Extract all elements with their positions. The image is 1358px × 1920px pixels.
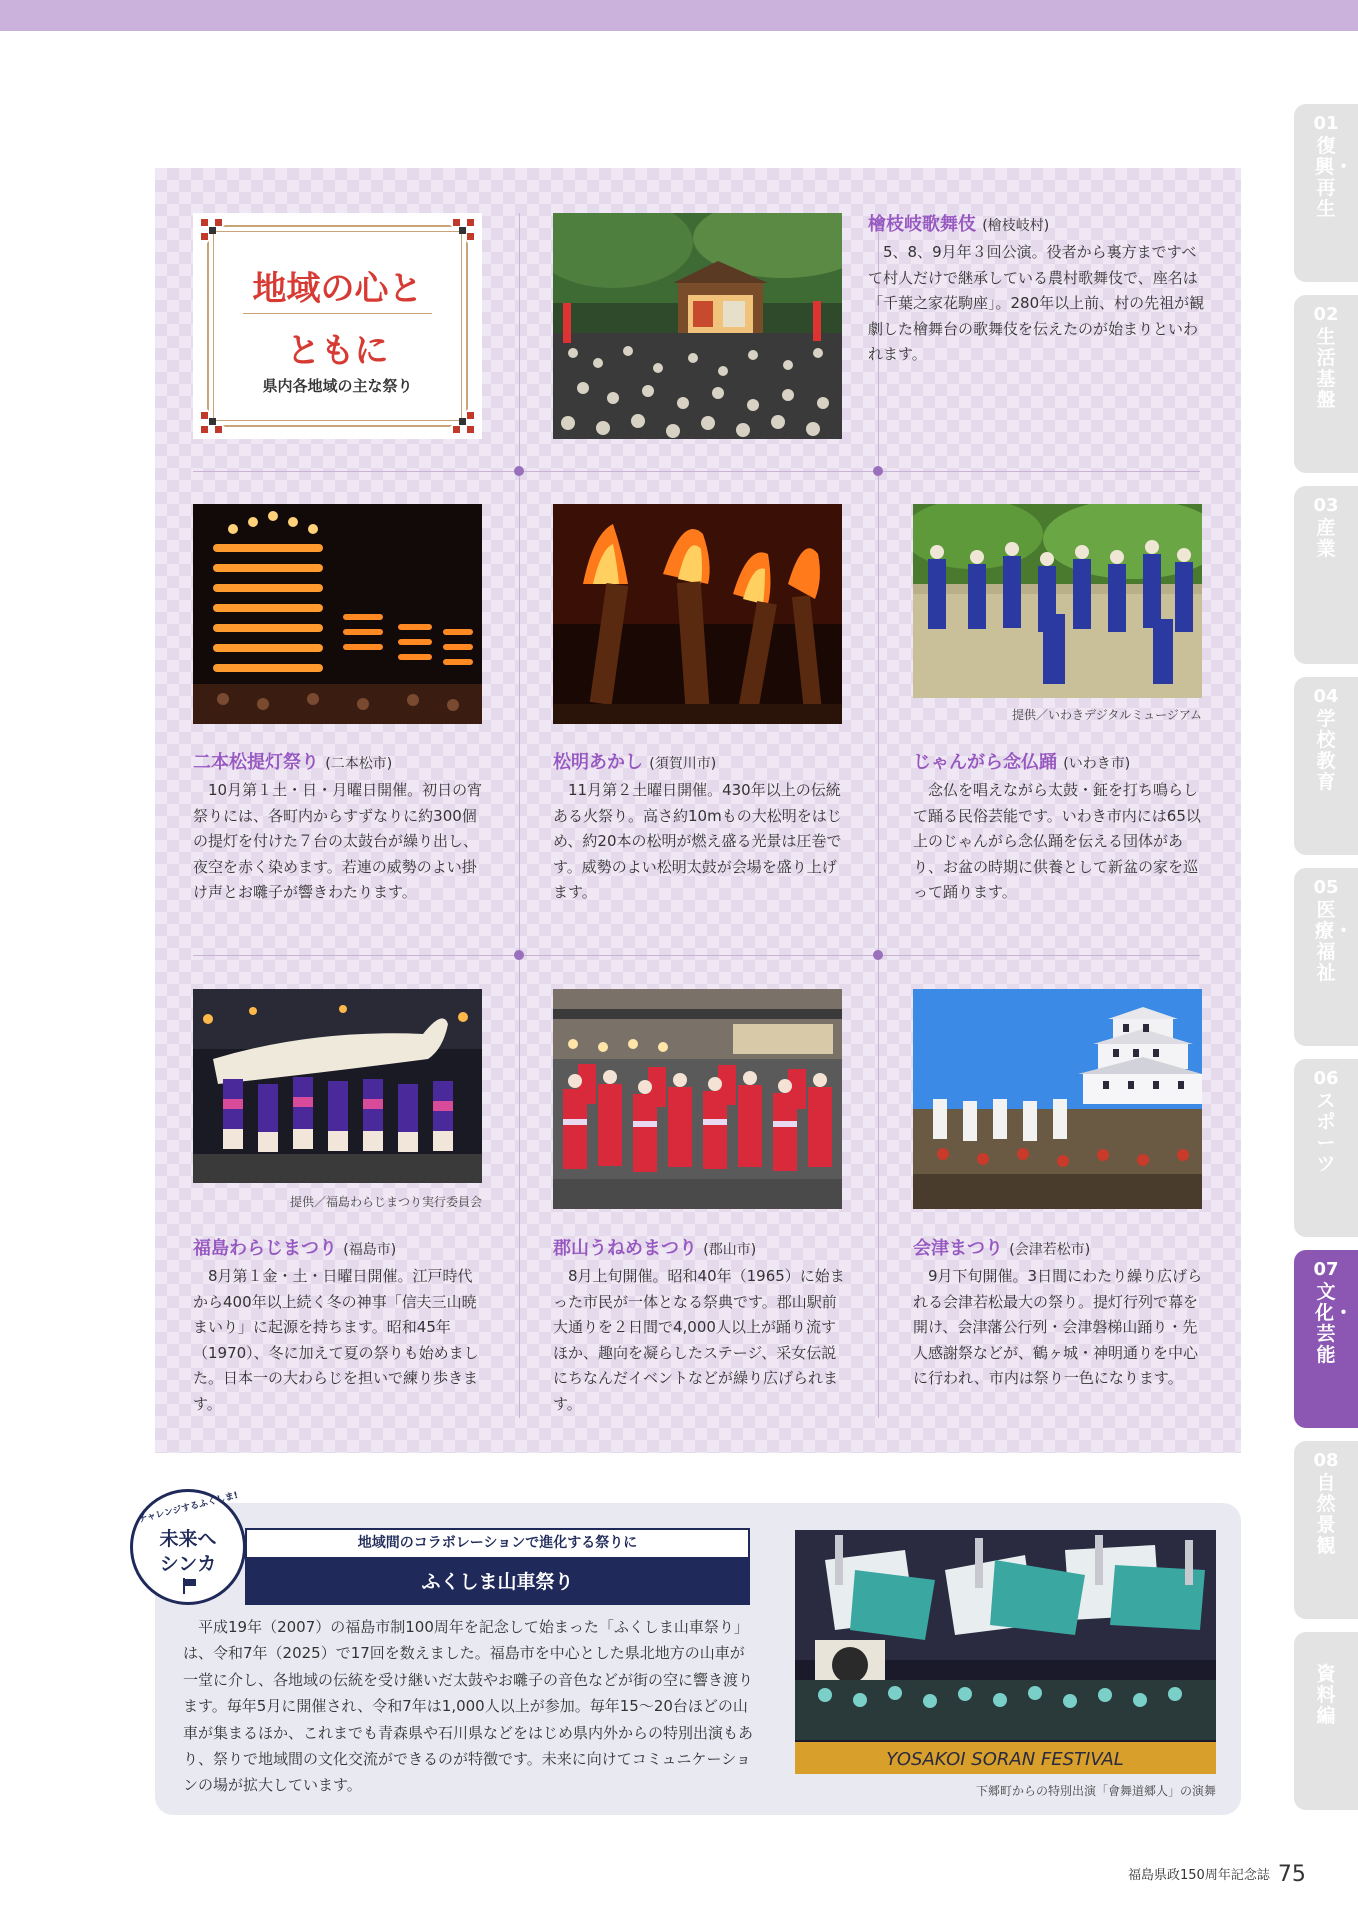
festival-location: (郡山市) (703, 1242, 757, 1258)
photo-waraji-matsuri (193, 989, 482, 1183)
tab-03[interactable]: 03 産 業 (1294, 486, 1358, 664)
festival-location: (須賀川市) (649, 756, 717, 772)
grid-divider (193, 955, 1200, 956)
festival-location: (会津若松市) (1009, 1242, 1091, 1258)
corner-ornament-icon (452, 411, 474, 433)
photo-dashi-matsuri (795, 1530, 1216, 1774)
tab-08[interactable]: 08 自然景観 (1294, 1441, 1358, 1619)
festival-title: 福島わらじまつり (193, 1238, 337, 1259)
page-number: 75 (1277, 1862, 1306, 1887)
festival-title: 檜枝岐歌舞伎 (868, 214, 976, 235)
festival-title: じゃんがら念仏踊 (913, 752, 1057, 773)
corner-ornament-icon (452, 219, 474, 241)
photo-taimatsu-akashi (553, 504, 842, 724)
festival-name-aizu (913, 1234, 1090, 1260)
photo-aizu-matsuri (913, 989, 1202, 1209)
grid-dot (873, 950, 883, 960)
tab-07-active[interactable]: 07 文化・芸能 (1294, 1250, 1358, 1428)
title-rule (243, 313, 432, 314)
section-title-line1: 地域の心と (252, 269, 423, 309)
grid-dot (514, 950, 524, 960)
photo-credit-waraji: 提供／福島わらじまつり実行委員会 (289, 1195, 482, 1209)
festival-title: 郡山うねめまつり (553, 1238, 697, 1259)
festival-location: (檜枝岐村) (982, 218, 1050, 234)
corner-ornament-icon (201, 219, 223, 241)
festival-location: (福島市) (343, 1242, 397, 1258)
badge-line2: シンカ (159, 1553, 217, 1575)
festival-desc-waraji: 8月第１金・土・日曜日開催。江戸時代から400年以上続く冬の神事「信夫三山暁まいり」に起源を持ちます。昭和45年（1970）、冬に加えて夏の祭りも始めました。日本一の大わらじを担いで練り歩きます。 (193, 1267, 479, 1413)
photo-sign-text: YOSAKOI SORAN FESTIVAL (886, 1749, 1124, 1770)
grid-dot (873, 466, 883, 476)
festival-name-waraji (193, 1234, 396, 1260)
festival-name-taimatsu (553, 748, 716, 774)
festival-desc-nihonmatsu: 10月第１土・日・月曜日開催。初日の宵祭りには、各町内からすずなりに約300個の提灯を付けた７台の太鼓台が繰り出し、夜空を赤く染めます。若連の威勢のよい掛け声とお囃子が響きわたります。 (193, 781, 483, 902)
grid-divider (519, 213, 520, 1418)
tab-06[interactable]: 06 スポーツ (1294, 1059, 1358, 1237)
photo-nihonmatsu-lantern (193, 504, 482, 724)
tab-04[interactable]: 04 学校教育 (1294, 677, 1358, 855)
future-shinka-badge (130, 1489, 246, 1605)
photo-caption-dashi: 下郷町からの特別出演「會舞道郷人」の演舞 (975, 1784, 1216, 1798)
grid-divider (878, 213, 879, 1418)
festival-desc-uneme: 8月上旬開催。昭和40年（1965）に始まった市民が一体となる祭典です。郡山駅前大通りを２日間で4,000人以上が踊り流すほか、趣向を凝らしたステージ、采女伝説にちなんだイベントなどが繰り広げられます。 (553, 1267, 845, 1413)
photo-uneme-matsuri (553, 989, 842, 1209)
festival-desc-aizu: 9月下旬開催。3日間にわたり繰り広げられる会津若松最大の祭り。提灯行列で幕を開け、会津藩公行列・会津磐梯山踊り・先人感謝祭などが、鶴ヶ城・神明通りを中心に行われ、市内は祭り一色になります。 (913, 1267, 1203, 1388)
photo-credit-jangara: 提供／いわきデジタルミュージアム (1012, 708, 1202, 722)
column-body: 平成19年（2007）の福島市制100周年を記念して始まった「ふくしま山車祭り」は、令和7年（2025）で17回を数えました。福島市を中心とした県北地方の山車が一堂に介し、各地域の伝統を受け継いだ太鼓やお囃子の音色などが街の空に響き渡ります。毎年5月に開催され、令和7年は1,000人以上が参加。毎年15～20台ほどの山車が集まるほか、これまでも青森県や石川県などをはじめ県内外からの特別出演もあり、祭りで地域間の文化交流ができるのが特徴です。未来に向けてコミュニケーションの場が拡大しています。 (183, 1618, 754, 1795)
festival-name-jangara (913, 748, 1130, 774)
photo-hinoemata-kabuki (553, 213, 842, 439)
tab-02[interactable]: 02 生活基盤 (1294, 295, 1358, 473)
festival-title: 松明あかし (553, 752, 643, 773)
festival-location: (二本松市) (325, 756, 393, 772)
corner-ornament-icon (201, 411, 223, 433)
badge-arc-text: チャレンジするふくしま! (137, 1490, 240, 1526)
festival-name-uneme (553, 1234, 756, 1260)
tab-appendix[interactable]: 資料編 (1294, 1632, 1358, 1810)
badge-line1: 未来へ (159, 1528, 217, 1550)
festival-desc-jangara: 念仏を唱えながら太鼓・鉦を打ち鳴らして踊る民俗芸能です。いわき市内には65以上のじゃんがら念仏踊を伝える団体があり、お盆の時期に供養として新盆の家を巡って踊ります。 (913, 781, 1201, 902)
top-bar (0, 0, 1358, 31)
photo-jangara-nenbutsu (913, 504, 1202, 698)
festival-name-nihonmatsu (193, 748, 392, 774)
grid-dot (514, 466, 524, 476)
festival-name-hinoemata (868, 210, 1049, 236)
flag-icon (181, 1578, 197, 1594)
tab-01[interactable]: 01 復興・再生 (1294, 104, 1358, 282)
festival-title: 二本松提灯祭り (193, 752, 319, 773)
festival-title: 会津まつり (913, 1238, 1003, 1259)
festival-location: (いわき市) (1063, 756, 1131, 772)
section-subtitle: 県内各地域の主な祭り (262, 377, 413, 395)
tab-05[interactable]: 05 医療・福祉 (1294, 868, 1358, 1046)
section-title-line2: ともに (286, 331, 389, 371)
footer-label: 福島県政150周年記念誌 (1128, 1868, 1270, 1883)
festival-desc-taimatsu: 11月第２土曜日開催。430年以上の伝統ある火祭り。高さ約10mもの大松明をはじめ、約20本の松明が燃え盛る光景は圧巻です。威勢のよい松明太鼓が会場を盛り上げます。 (553, 781, 842, 902)
column-heading: ふくしま山車祭り (245, 1559, 750, 1605)
festival-desc-hinoemata: 5、8、9月年３回公演。役者から裏方まですべて村人だけで継承している農村歌舞伎で、座名は「千葉之家花駒座」。280年以上前、村の先祖が観劇した檜舞台の歌舞伎を伝えたのが始まりといわれます。 (868, 243, 1205, 364)
grid-divider (193, 471, 1200, 472)
page-footer (1128, 1862, 1306, 1887)
section-title-box (193, 213, 482, 439)
column-subheading: 地域間のコラボレーションで進化する祭りに (245, 1528, 750, 1559)
